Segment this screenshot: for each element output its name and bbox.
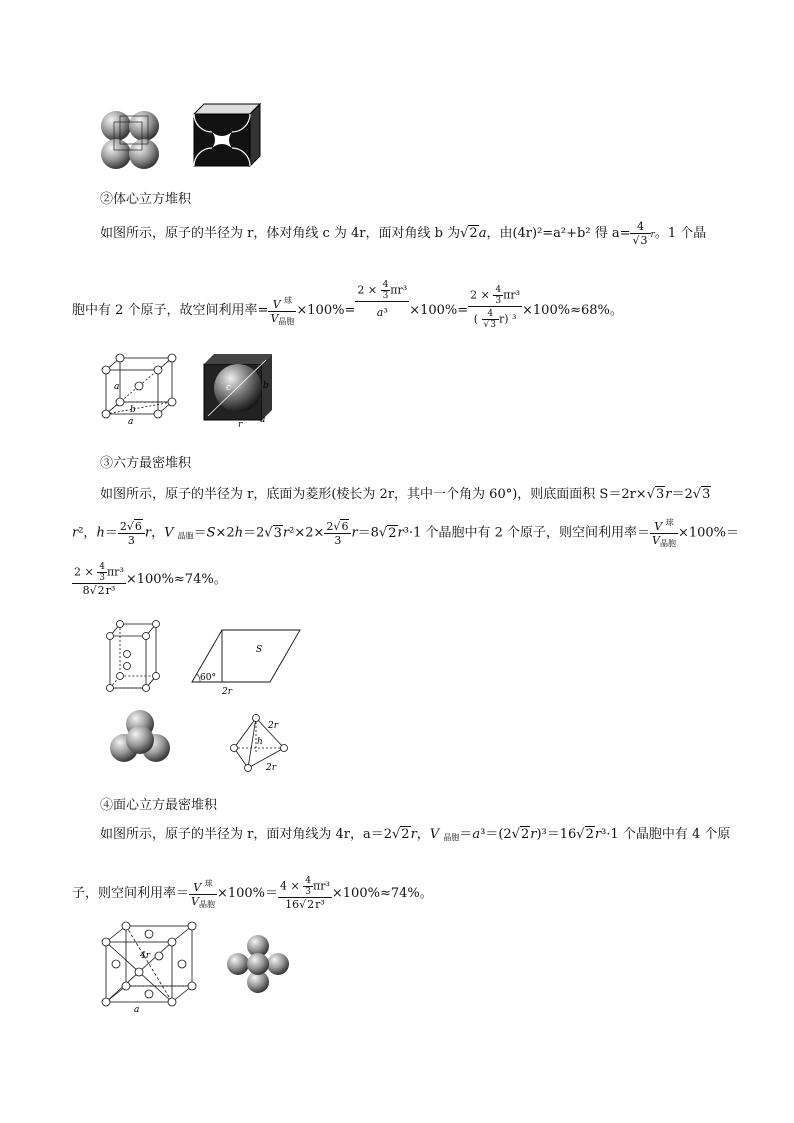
hcp-label-2r-edge: 2r bbox=[268, 721, 279, 731]
bcc-sphere-cell-figure bbox=[200, 350, 276, 430]
hcp-spheres-figure bbox=[108, 708, 172, 768]
hcp-cell-figure bbox=[100, 614, 166, 694]
section-title-fcc: ④面心立方最密堆积 bbox=[100, 798, 218, 813]
bcc-label-b2: b bbox=[263, 381, 269, 391]
fcc-line-2: 子，则空间利用率＝ $\frac{V ^球}{V_{晶胞}}$ ×100%＝ 4 × $\frac{4}{3}$ πr³ 16√2r³ ×100%≈74%。 bbox=[72, 876, 433, 911]
fcc-spheres-figure bbox=[222, 934, 294, 994]
fcc-line-1: 如图所示，原子的半径为 r，面对角线为 4r，a＝2√2r，V $_{晶胞}$＝a³＝(2√2r)³＝16√2r³·1 个晶胞中有 4 个原 bbox=[100, 827, 731, 842]
bcc-label-c: c bbox=[226, 383, 232, 393]
hcp-label-h: h bbox=[257, 737, 263, 747]
hcp-line-3: 2 × $\frac{4}{3}$ πr³ 8√2r³ ×100%≈74%。 bbox=[74, 562, 227, 597]
section-title-hcp: ③六方最密堆积 bbox=[100, 456, 192, 471]
hcp-line-2: r²，h＝ $\frac{2√6}{3}$ r，V $_{晶胞}$＝S×2h＝2√3r²×2× $\frac{2√6}{3}$ r＝8√2r³·1 个晶胞中有 2 个原子，则空间利用率＝ $\frac{V ^球}{V_{晶胞}}$ ×100%＝ bbox=[72, 518, 740, 548]
bcc-cell-figure bbox=[100, 352, 182, 427]
fcc-label-4r: 4r bbox=[140, 951, 151, 961]
simple-cubic-spheres-figure bbox=[98, 108, 162, 172]
bcc-line-1: 如图所示，原子的半径为 r，体对角线 c 为 4r，面对角线 b 为√2a，由(4r)²=a²+b² 得 a= $\frac{4}{√3}$ r。1 个晶 bbox=[100, 220, 707, 247]
simple-cubic-cell-figure bbox=[192, 102, 262, 168]
bcc-line-2: 胞中有 2 个原子，故空间利用率= $\frac{V ^球}{V_{晶胞}}$ ×100%= 2 × $\frac{4}{3}$ πr³ a³ ×100%= 2 × $\frac{4}{3}$ πr³ ( $\frac{4}{√3}$ r) ³ ×100%≈68%。 bbox=[72, 280, 623, 330]
bcc-label-r: r bbox=[238, 420, 243, 430]
hcp-rhombus-base-figure bbox=[190, 626, 305, 696]
hcp-label-2r-base: 2r bbox=[222, 687, 233, 697]
bcc-label-a3: a bbox=[260, 415, 266, 425]
bcc-label-a1: a bbox=[114, 382, 120, 392]
fcc-label-a: a bbox=[134, 1005, 140, 1015]
hcp-label-2r-bottom: 2r bbox=[266, 763, 277, 773]
bcc-label-a2: a bbox=[128, 417, 134, 427]
bcc-label-b: b bbox=[130, 405, 136, 415]
section-title-bcc: ②体心立方堆积 bbox=[100, 192, 192, 207]
hcp-tetrahedron-figure bbox=[226, 712, 292, 776]
fcc-cell-figure bbox=[100, 920, 200, 1015]
hcp-label-s: S bbox=[256, 645, 263, 655]
hcp-label-60: 60° bbox=[200, 673, 216, 683]
hcp-line-1: 如图所示，原子的半径为 r，底面为菱形(棱长为 2r，其中一个角为 60°)，则底面面积 S＝2r×√3r＝2√3 bbox=[100, 487, 711, 502]
